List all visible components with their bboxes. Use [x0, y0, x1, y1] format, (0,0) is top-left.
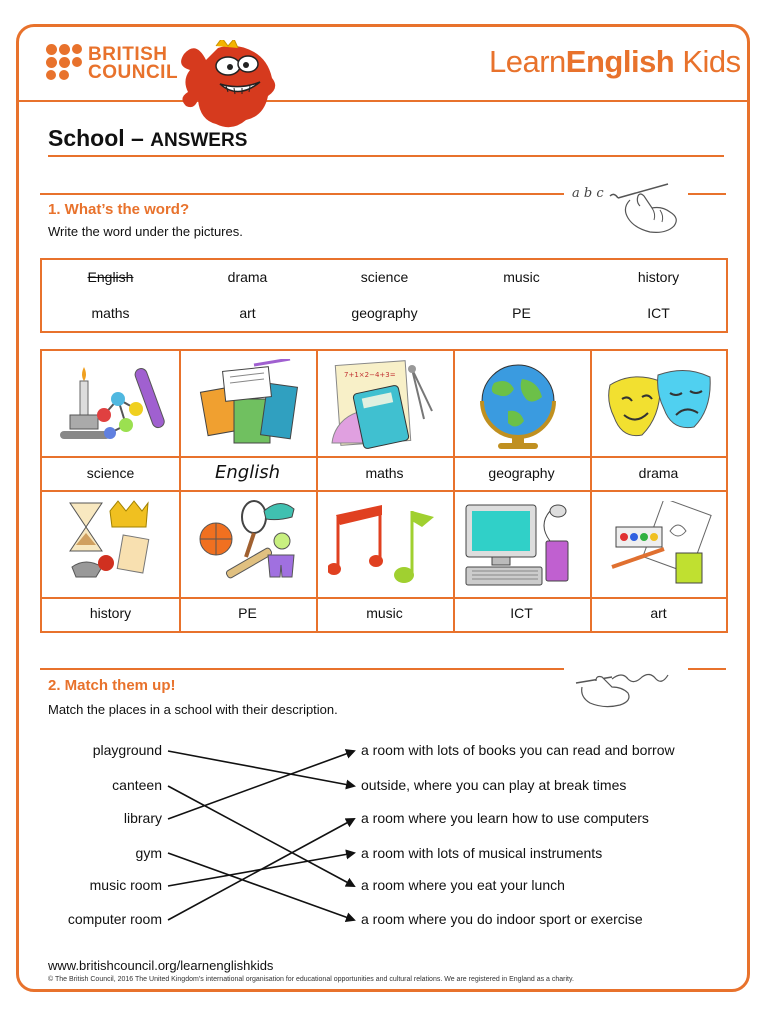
match-right-item: a room with lots of books you can read and borrow [361, 742, 675, 758]
word-bank-item: drama [227, 269, 268, 285]
word-bank-item: maths [91, 305, 130, 321]
grid-label-maths: maths [365, 465, 404, 481]
match-line [168, 819, 354, 920]
word-bank-item: geography [351, 305, 418, 321]
word-bank-item: music [503, 269, 540, 285]
section1-title: 1. What’s the word? [48, 201, 190, 218]
footer-url: www.britishcouncil.org/learnenglishkids [48, 958, 274, 973]
match-right-item: a room where you learn how to use computers [361, 810, 649, 826]
grid-label-pe: PE [238, 605, 257, 621]
lek-part1: Learn [489, 44, 566, 79]
match-right-item: a room with lots of musical instruments [361, 845, 603, 861]
footer-copyright: © The British Council, 2016 The United Kingdom’s international organisation for educational opportunities and cultural relations. We are registered in England as a charity. [48, 976, 574, 983]
match-left-item: canteen [112, 777, 162, 793]
section2-instruction: Match the places in a school with their description. [48, 702, 338, 717]
match-line [168, 751, 354, 819]
grid-label-science: science [86, 465, 135, 481]
match-line [168, 853, 354, 920]
bc-logo-line1: BRITISH [88, 44, 168, 65]
word-bank-item: history [637, 269, 680, 285]
lek-part3: Kids [674, 44, 741, 79]
match-left-item: library [123, 810, 162, 826]
grid-label-art: art [650, 605, 667, 621]
section2-title: 2. Match them up! [48, 677, 176, 694]
word-bank-item: science [360, 269, 409, 285]
lek-part2: English [565, 44, 675, 79]
match-right-item: a room where you eat your lunch [361, 877, 565, 893]
grid-label-geography: geography [488, 465, 555, 481]
match-left-item: music room [89, 877, 162, 893]
match-left-item: gym [135, 845, 162, 861]
word-bank-item: ICT [647, 305, 670, 321]
bc-logo-line2: COUNCIL [88, 62, 179, 83]
section1-instruction: Write the word under the pictures. [48, 224, 243, 239]
match-left-item: computer room [67, 911, 162, 927]
word-bank-item: English [87, 269, 134, 285]
match-line [168, 751, 354, 786]
match-left-item: playground [92, 742, 162, 758]
word-bank-item: art [239, 305, 256, 321]
title-suffix: ANSWERS [150, 130, 248, 151]
grid-label-drama: drama [638, 465, 679, 481]
svg-text:7+1×2−4+3=: 7+1×2−4+3= [344, 371, 396, 379]
grid-label-music: music [366, 605, 403, 621]
match-right-item: a room where you do indoor sport or exercise [361, 911, 643, 927]
word-bank-item: PE [512, 305, 531, 321]
title-main: School – [48, 125, 151, 151]
section1-deco-text: a b c [572, 186, 604, 201]
match-line [168, 786, 354, 886]
grid-label-history: history [89, 605, 132, 621]
match-right-item: outside, where you can play at break times [361, 777, 627, 793]
grid-label-english-answer: English [215, 462, 280, 483]
grid-label-ict: ICT [510, 605, 533, 621]
